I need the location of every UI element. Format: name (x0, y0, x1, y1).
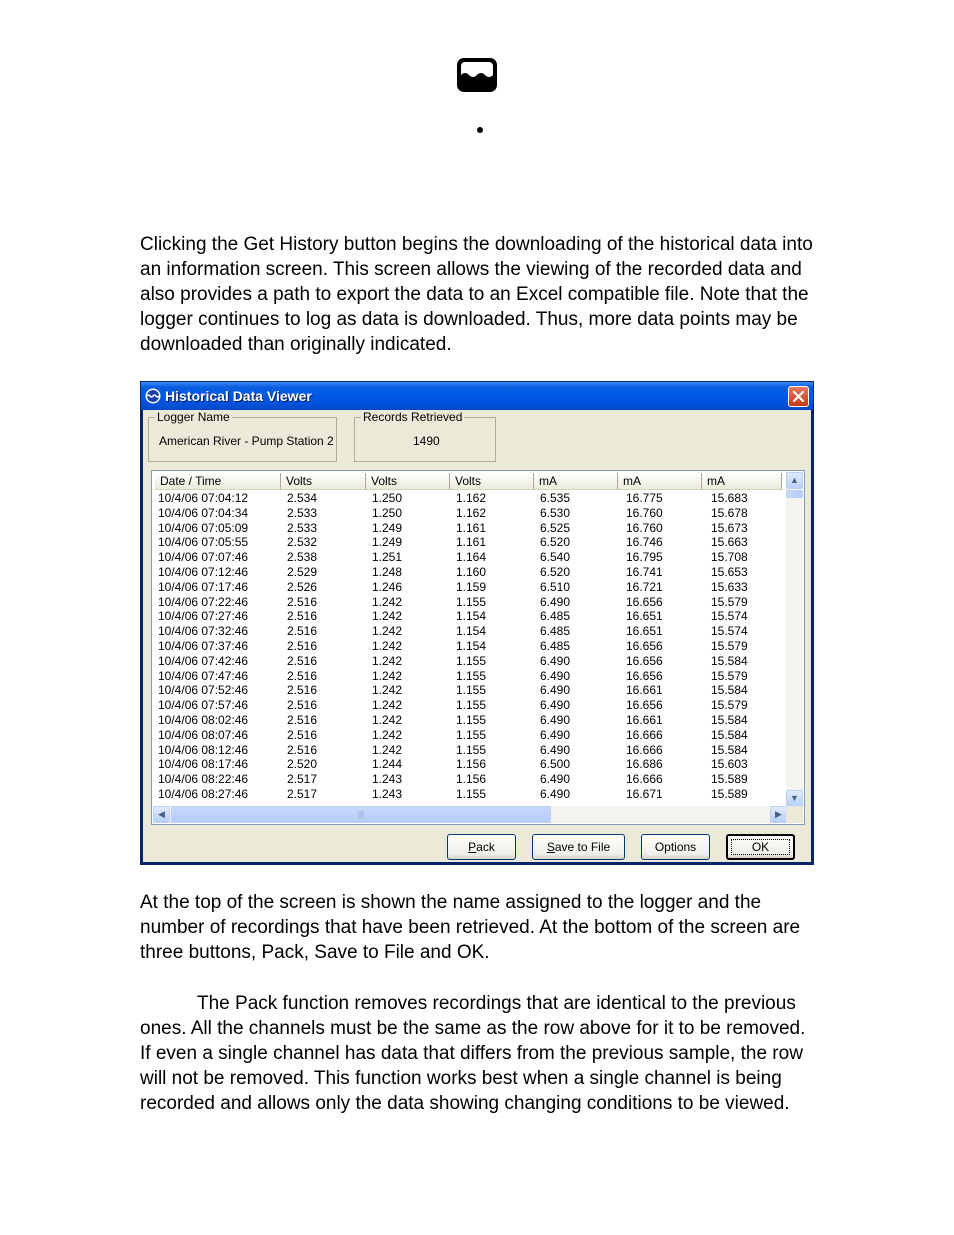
table-row[interactable] (155, 550, 782, 565)
table-cell: 6.530 (540, 505, 571, 520)
table-cell: 16.746 (626, 535, 663, 550)
save-mnemonic: S (546, 840, 555, 854)
table-cell: 10/4/06 07:47:46 (158, 668, 249, 683)
vertical-scrollbar[interactable] (786, 472, 803, 807)
table-cell: 1.156 (456, 757, 487, 772)
table-cell: 1.164 (456, 550, 487, 565)
table-cell: 15.579 (711, 638, 748, 653)
table-cell: 10/4/06 08:02:46 (158, 712, 249, 727)
table-cell: 16.760 (626, 505, 663, 520)
pack-paragraph: The Pack function removes recordings that are identical to the previous ones. All the channels must be the same as the row above for it to be removed. If even a single channel has data that differs from the previous sample, the row will not be removed. This function works best when a single channel is being recorded and allows only the data showing changing conditions to be viewed. (140, 993, 806, 1114)
table-cell: 16.661 (626, 712, 663, 727)
table-cell: 6.490 (540, 594, 571, 609)
table-cell: 15.603 (711, 757, 748, 772)
table-cell: 10/4/06 07:52:46 (158, 683, 249, 698)
table-cell: 2.516 (287, 683, 318, 698)
scroll-corner (786, 806, 803, 823)
logger-name-value: American River - Pump Station 2 (159, 434, 334, 448)
table-cell: 2.517 (287, 772, 318, 787)
table-row[interactable] (155, 772, 782, 787)
table-cell: 1.249 (372, 535, 403, 550)
table-cell: 2.538 (287, 550, 318, 565)
table-cell: 16.795 (626, 550, 663, 565)
options-label: Options (654, 840, 697, 854)
table-cell: 1.242 (372, 668, 403, 683)
table-cell: 1.246 (372, 579, 403, 594)
table-cell: 10/4/06 07:12:46 (158, 564, 249, 579)
table-cell: 15.584 (711, 742, 748, 757)
data-grid[interactable] (151, 470, 805, 825)
table-cell: 6.485 (540, 624, 571, 639)
table-cell: 1.248 (372, 564, 403, 579)
column-header[interactable]: Date / Time (155, 473, 281, 490)
table-cell: 16.656 (626, 668, 663, 683)
scroll-up-button[interactable]: ▲ (786, 472, 803, 489)
records-retrieved-group (354, 410, 496, 462)
table-row[interactable] (155, 757, 782, 772)
scroll-left-button[interactable]: ◀ (153, 806, 170, 823)
options-button[interactable] (641, 834, 710, 860)
table-cell: 1.244 (372, 757, 403, 772)
column-header[interactable]: mA (534, 473, 618, 490)
table-cell: 15.663 (711, 535, 748, 550)
table-cell: 1.155 (456, 698, 487, 713)
table-cell: 16.656 (626, 638, 663, 653)
logger-name-group (148, 410, 337, 462)
table-row[interactable] (155, 787, 782, 802)
table-cell: 2.516 (287, 594, 318, 609)
table-cell: 15.589 (711, 772, 748, 787)
table-cell: 10/4/06 07:57:46 (158, 698, 249, 713)
table-cell: 15.579 (711, 594, 748, 609)
table-row[interactable] (155, 580, 782, 595)
table-cell: 1.159 (456, 579, 487, 594)
table-cell: 16.656 (626, 698, 663, 713)
table-cell: 1.160 (456, 564, 487, 579)
grid-rows (155, 491, 782, 802)
table-row[interactable] (155, 595, 782, 610)
table-cell: 6.485 (540, 638, 571, 653)
table-cell: 15.633 (711, 579, 748, 594)
pack-label: ack (476, 840, 495, 854)
table-cell: 16.721 (626, 579, 663, 594)
window-title: Historical Data Viewer (165, 388, 312, 404)
table-cell: 2.516 (287, 698, 318, 713)
table-cell: 1.242 (372, 609, 403, 624)
table-cell: 10/4/06 08:17:46 (158, 757, 249, 772)
column-header[interactable]: mA (702, 473, 782, 490)
table-cell: 6.540 (540, 550, 571, 565)
table-cell: 1.162 (456, 491, 487, 505)
table-cell: 6.490 (540, 727, 571, 742)
table-cell: 10/4/06 07:05:55 (158, 535, 249, 550)
table-row[interactable] (155, 521, 782, 536)
table-cell: 6.490 (540, 786, 571, 801)
records-retrieved-value: 1490 (413, 434, 440, 448)
table-cell: 2.516 (287, 742, 318, 757)
wave-logo-icon (145, 388, 161, 404)
table-cell: 6.490 (540, 683, 571, 698)
table-cell: 16.686 (626, 757, 663, 772)
table-cell: 10/4/06 07:07:46 (158, 550, 249, 565)
column-header[interactable]: Volts (366, 473, 450, 490)
records-retrieved-label: Records Retrieved (363, 410, 463, 424)
ok-button[interactable] (726, 834, 795, 860)
table-cell: 15.678 (711, 505, 748, 520)
table-cell: 1.155 (456, 712, 487, 727)
table-cell: 10/4/06 08:22:46 (158, 772, 249, 787)
table-cell: 15.584 (711, 712, 748, 727)
table-cell: 2.533 (287, 505, 318, 520)
logger-name-label: Logger Name (157, 410, 230, 424)
table-cell: 1.242 (372, 624, 403, 639)
table-cell: 15.708 (711, 550, 748, 565)
table-row[interactable] (155, 609, 782, 624)
bullet-dot (477, 127, 483, 133)
table-cell: 6.490 (540, 772, 571, 787)
table-cell: 10/4/06 07:17:46 (158, 579, 249, 594)
table-cell: 10/4/06 07:05:09 (158, 520, 249, 535)
scroll-right-button[interactable]: ▶ (770, 806, 787, 823)
table-cell: 1.242 (372, 638, 403, 653)
table-row[interactable] (155, 669, 782, 684)
table-cell: 2.516 (287, 624, 318, 639)
table-cell: 2.532 (287, 535, 318, 550)
table-row[interactable] (155, 535, 782, 550)
table-cell: 1.242 (372, 683, 403, 698)
vertical-scroll-thumb[interactable] (786, 490, 803, 498)
save-to-file-button[interactable] (532, 834, 625, 860)
table-cell: 1.154 (456, 624, 487, 639)
table-cell: 16.661 (626, 683, 663, 698)
table-cell: 2.533 (287, 520, 318, 535)
table-cell: 6.490 (540, 668, 571, 683)
table-cell: 10/4/06 07:04:12 (158, 491, 249, 505)
table-cell: 1.156 (456, 772, 487, 787)
table-cell: 6.490 (540, 698, 571, 713)
table-cell: 2.526 (287, 579, 318, 594)
table-row[interactable] (155, 506, 782, 521)
table-cell: 1.249 (372, 520, 403, 535)
table-cell: 1.243 (372, 786, 403, 801)
table-cell: 2.516 (287, 653, 318, 668)
table-cell: 1.242 (372, 742, 403, 757)
table-cell: 1.243 (372, 772, 403, 787)
table-cell: 10/4/06 07:37:46 (158, 638, 249, 653)
table-cell: 16.666 (626, 742, 663, 757)
window-client-area (143, 410, 811, 862)
pack-mnemonic: P (468, 840, 477, 854)
table-cell: 2.516 (287, 638, 318, 653)
table-cell: 16.666 (626, 727, 663, 742)
intro-paragraph: Clicking the Get History button begins the downloading of the historical data into an information screen. This screen allows the viewing of the recorded data and also provides a path to export the data to an Excel compatible file. Note that the logger continues to log as data is downloaded. Thus, more data points may be downloaded than originally indicated. (140, 234, 813, 355)
table-cell: 16.760 (626, 520, 663, 535)
save-label: ave to File (554, 840, 611, 854)
table-row[interactable] (155, 743, 782, 758)
table-cell: 6.485 (540, 609, 571, 624)
table-cell: 1.155 (456, 786, 487, 801)
table-cell: 2.517 (287, 786, 318, 801)
close-icon (789, 387, 808, 406)
horizontal-scroll-thumb[interactable]: ||| (171, 806, 551, 823)
table-cell: 1.242 (372, 594, 403, 609)
table-cell: 15.683 (711, 491, 748, 505)
table-cell: 2.520 (287, 757, 318, 772)
table-cell: 6.490 (540, 712, 571, 727)
table-cell: 16.741 (626, 564, 663, 579)
table-cell: 15.584 (711, 653, 748, 668)
table-row[interactable] (155, 713, 782, 728)
focus-rect (731, 839, 790, 855)
table-row[interactable] (155, 698, 782, 713)
column-header[interactable]: Volts (281, 473, 366, 490)
table-cell: 1.250 (372, 505, 403, 520)
table-cell: 1.161 (456, 535, 487, 550)
title-bar[interactable] (141, 382, 813, 410)
table-cell: 16.651 (626, 624, 663, 639)
grid-header (155, 473, 782, 490)
table-cell: 10/4/06 08:12:46 (158, 742, 249, 757)
table-cell: 1.155 (456, 594, 487, 609)
table-cell: 15.589 (711, 786, 748, 801)
summary-paragraph: At the top of the screen is shown the name assigned to the logger and the number of recordings that have been retrieved. At the bottom of the screen are three buttons, Pack, Save to File and OK. (140, 892, 801, 963)
ok-label: OK (751, 840, 770, 854)
table-cell: 10/4/06 07:32:46 (158, 624, 249, 639)
table-cell: 1.162 (456, 505, 487, 520)
table-cell: 15.584 (711, 683, 748, 698)
table-cell: 2.516 (287, 712, 318, 727)
table-cell: 1.155 (456, 742, 487, 757)
table-row[interactable] (155, 491, 782, 506)
table-cell: 15.579 (711, 698, 748, 713)
table-cell: 1.250 (372, 491, 403, 505)
table-cell: 16.656 (626, 594, 663, 609)
table-cell: 6.520 (540, 564, 571, 579)
table-row[interactable] (155, 683, 782, 698)
table-cell: 16.651 (626, 609, 663, 624)
table-cell: 1.251 (372, 550, 403, 565)
table-cell: 15.584 (711, 727, 748, 742)
table-cell: 1.161 (456, 520, 487, 535)
table-cell: 10/4/06 07:22:46 (158, 594, 249, 609)
table-cell: 1.242 (372, 653, 403, 668)
table-cell: 2.516 (287, 727, 318, 742)
table-cell: 1.155 (456, 727, 487, 742)
company-logo-icon (456, 57, 498, 93)
table-cell: 1.155 (456, 653, 487, 668)
table-row[interactable] (155, 565, 782, 580)
table-cell: 16.671 (626, 786, 663, 801)
table-cell: 1.155 (456, 683, 487, 698)
table-cell: 10/4/06 07:42:46 (158, 653, 249, 668)
table-cell: 1.154 (456, 638, 487, 653)
column-header[interactable]: Volts (450, 473, 534, 490)
table-cell: 6.525 (540, 520, 571, 535)
table-row[interactable] (155, 654, 782, 669)
table-cell: 1.154 (456, 609, 487, 624)
table-row[interactable] (155, 728, 782, 743)
table-row[interactable] (155, 624, 782, 639)
table-row[interactable] (155, 639, 782, 654)
table-cell: 2.516 (287, 609, 318, 624)
table-cell: 15.673 (711, 520, 748, 535)
table-cell: 6.490 (540, 742, 571, 757)
table-cell: 6.490 (540, 653, 571, 668)
table-cell: 1.155 (456, 668, 487, 683)
table-cell: 10/4/06 08:07:46 (158, 727, 249, 742)
table-cell: 6.520 (540, 535, 571, 550)
table-cell: 16.656 (626, 653, 663, 668)
table-cell: 2.534 (287, 491, 318, 505)
table-cell: 6.535 (540, 491, 571, 505)
scroll-down-button[interactable]: ▼ (786, 790, 803, 807)
table-cell: 6.500 (540, 757, 571, 772)
table-cell: 10/4/06 07:27:46 (158, 609, 249, 624)
table-cell: 1.242 (372, 698, 403, 713)
pack-button[interactable] (447, 834, 516, 860)
table-cell: 2.516 (287, 668, 318, 683)
table-cell: 15.579 (711, 668, 748, 683)
table-cell: 2.529 (287, 564, 318, 579)
table-cell: 6.510 (540, 579, 571, 594)
table-cell: 15.574 (711, 624, 748, 639)
table-cell: 16.775 (626, 491, 663, 505)
close-button[interactable] (788, 386, 809, 407)
table-cell: 16.666 (626, 772, 663, 787)
column-header[interactable]: mA (618, 473, 702, 490)
historical-data-viewer-window (140, 381, 814, 865)
table-cell: 15.653 (711, 564, 748, 579)
table-cell: 10/4/06 08:27:46 (158, 786, 249, 801)
table-cell: 1.242 (372, 712, 403, 727)
table-cell: 1.242 (372, 727, 403, 742)
table-cell: 10/4/06 07:04:34 (158, 505, 249, 520)
table-cell: 15.574 (711, 609, 748, 624)
horizontal-scrollbar[interactable] (153, 806, 787, 823)
